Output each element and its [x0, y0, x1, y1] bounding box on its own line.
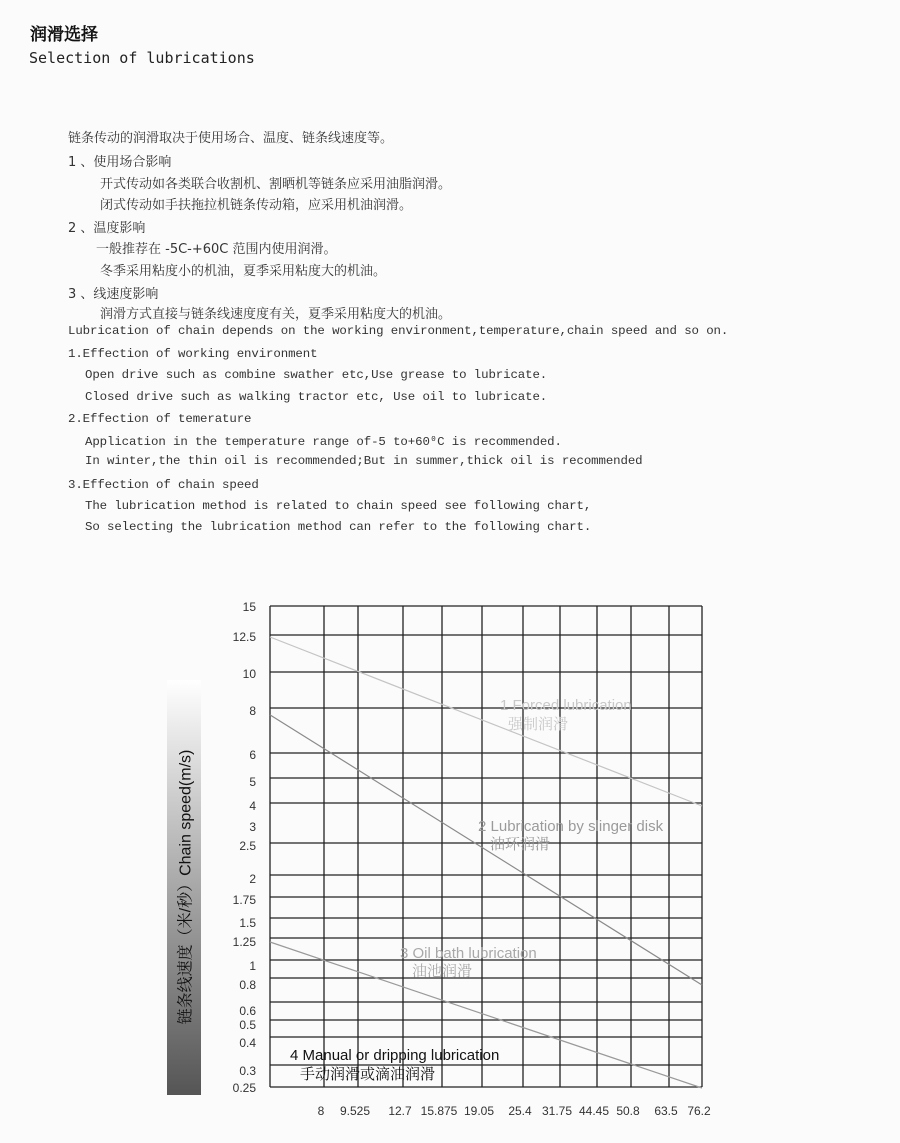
zh-heading-2: 2 、温度影响	[68, 221, 146, 236]
x-tick-label: 19.05	[463, 1104, 495, 1118]
y-tick-label: 5	[249, 775, 256, 789]
x-tick-label: 12.7	[388, 1104, 412, 1118]
y-tick-label: 0.3	[239, 1064, 256, 1078]
boundary-1-2-line	[270, 637, 702, 806]
y-tick-label: 0.6	[239, 1004, 256, 1018]
zh-heading-1: 1 、使用场合影响	[68, 155, 172, 170]
y-tick-label: 10	[242, 667, 256, 681]
x-tick-label: 8	[317, 1104, 325, 1118]
y-tick-label: 4	[249, 799, 256, 813]
en-text: Application in the temperature range of-5 to+60⁰C is recommended.	[85, 435, 562, 449]
en-text: So selecting the lubrication method can refer to the following chart.	[85, 520, 592, 534]
en-intro: Lubrication of chain depends on the working environment,temperature,chain speed and so on.	[68, 324, 729, 338]
y-tick-label: 8	[249, 704, 256, 718]
zh-intro: 链条传动的润滑取决于使用场合、温度、链条线速度等。	[68, 131, 394, 146]
zh-text: 闭式传动如手扶拖拉机链条传动箱，应采用机油润滑。	[100, 198, 413, 213]
en-heading-1: 1.Effection of working environment	[68, 347, 318, 361]
y-axis-label: 链条线速度（米/秒）Chain speed(m/s)	[177, 749, 195, 1025]
en-heading-2: 2.Effection of temerature	[68, 412, 252, 426]
region-label-zh: 强制润滑	[508, 716, 569, 733]
y-tick-label: 1.75	[232, 893, 256, 907]
x-tick-label: 63.5	[654, 1104, 678, 1118]
y-tick-label: 0.25	[232, 1081, 256, 1095]
x-tick-label: 31.75	[541, 1104, 573, 1118]
zh-heading-3: 3 、线速度影响	[68, 287, 159, 302]
en-text: Open drive such as combine swather etc,Use grease to lubricate.	[85, 368, 548, 382]
region-label-en: 1 Forced lubrication	[500, 697, 632, 714]
y-tick-label: 15	[242, 600, 256, 614]
y-tick-label: 2	[249, 872, 256, 886]
en-text: The lubrication method is related to chain speed see following chart,	[85, 499, 592, 513]
zh-text: 一般推荐在 -5C-+60C 范围内使用润滑。	[96, 242, 337, 257]
en-heading-3: 3.Effection of chain speed	[68, 478, 259, 492]
page-title-en: Selection of lubrications	[29, 49, 255, 67]
region-label-zh: 油环润滑	[490, 836, 551, 853]
region-label-en: 3 Oil bath lubrication	[400, 945, 537, 962]
page-title-zh: 润滑选择	[30, 25, 98, 45]
region-label-en: 2 Lubrication by slinger disk	[478, 818, 664, 835]
en-text: In winter,the thin oil is recommended;But in summer,thick oil is recommended	[85, 454, 643, 468]
en-text: Closed drive such as walking tractor etc, Use oil to lubricate.	[85, 390, 548, 404]
y-tick-label: 0.4	[239, 1036, 256, 1050]
y-tick-label: 6	[249, 748, 256, 762]
x-tick-label: 25.4	[508, 1104, 532, 1118]
zh-text: 润滑方式直接与链条线速度度有关，夏季采用粘度大的机油。	[100, 307, 452, 322]
zh-text: 开式传动如各类联合收割机、割晒机等链条应采用油脂润滑。	[100, 177, 452, 192]
x-tick-label: 15.875	[420, 1104, 458, 1118]
x-tick-label: 9.525	[339, 1104, 371, 1118]
y-tick-label: 3	[249, 820, 256, 834]
y-tick-label: 0.5	[239, 1018, 256, 1032]
region-label-en: 4 Manual or dripping lubrication	[290, 1047, 500, 1064]
region-label-zh: 手动润滑或滴油润滑	[300, 1066, 436, 1083]
y-tick-label: 1.5	[239, 916, 256, 930]
y-tick-label: 1.25	[232, 935, 256, 949]
y-tick-label: 2.5	[239, 839, 256, 853]
x-tick-label: 44.45	[578, 1104, 610, 1118]
zh-text: 冬季采用粘度小的机油，夏季采用粘度大的机油。	[100, 264, 387, 279]
y-tick-label: 0.8	[239, 978, 256, 992]
y-tick-label: 12.5	[232, 630, 256, 644]
x-tick-label: 50.8	[616, 1104, 640, 1118]
y-tick-label: 1	[249, 959, 256, 973]
x-tick-label: 76.2	[687, 1104, 711, 1118]
region-label-zh: 油池润滑	[412, 963, 473, 980]
